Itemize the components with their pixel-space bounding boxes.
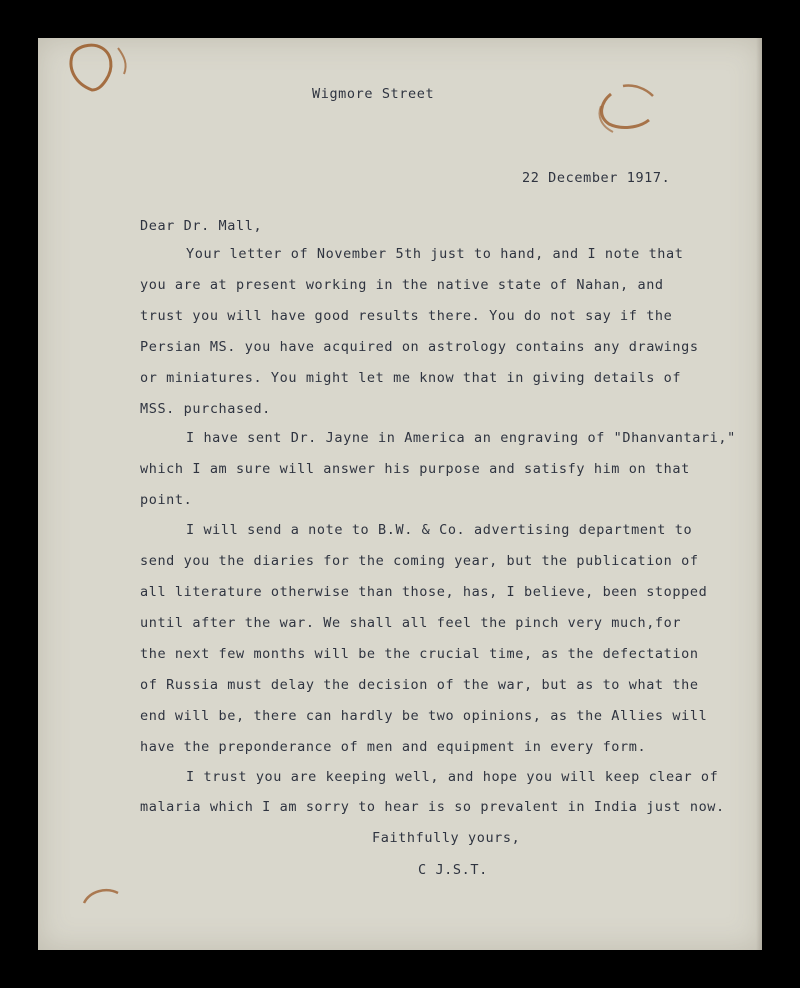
letter-date: 22 December 1917. — [522, 170, 671, 186]
body-line: I have sent Dr. Jayne in America an engraving of "Dhanvantari," — [186, 430, 736, 446]
body-line: I will send a note to B.W. & Co. advertising department to — [186, 522, 693, 538]
body-line: malaria which I am sorry to hear is so prevalent in India just now. — [140, 799, 725, 815]
body-line: Your letter of November 5th just to hand, and I note that — [186, 246, 684, 262]
rust-stain-mark-top-right — [583, 76, 673, 146]
body-line: which I am sure will answer his purpose and satisfy him on that — [140, 461, 690, 477]
rust-stain-mark-bottom-left — [78, 883, 138, 923]
body-line: send you the diaries for the coming year, but the publication of — [140, 553, 699, 569]
body-line: of Russia must delay the decision of the war, but as to what the — [140, 677, 699, 693]
body-line: MSS. purchased. — [140, 401, 271, 417]
closing: Faithfully yours, — [372, 830, 521, 846]
body-line: you are at present working in the native state of Nahan, and — [140, 277, 664, 293]
body-line: have the preponderance of men and equipment in every form. — [140, 739, 647, 755]
body-line: until after the war. We shall all feel the pinch very much,for — [140, 615, 682, 631]
body-line: all literature otherwise than those, has, I believe, been stopped — [140, 584, 708, 600]
body-line: end will be, there can hardly be two opinions, as the Allies will — [140, 708, 708, 724]
salutation: Dear Dr. Mall, — [140, 218, 263, 234]
body-line: trust you will have good results there. You do not say if the — [140, 308, 673, 324]
body-line: I trust you are keeping well, and hope you will keep clear of — [186, 769, 719, 785]
body-line: or miniatures. You might let me know that in giving details of — [140, 370, 682, 386]
body-line: the next few months will be the crucial time, as the defectation — [140, 646, 699, 662]
signature-initials: C J.S.T. — [418, 862, 488, 878]
sender-address: Wigmore Street — [312, 86, 435, 102]
body-line: Persian MS. you have acquired on astrology contains any drawings — [140, 339, 699, 355]
rust-stain-mark-top-left — [58, 38, 158, 118]
body-line: point. — [140, 492, 193, 508]
